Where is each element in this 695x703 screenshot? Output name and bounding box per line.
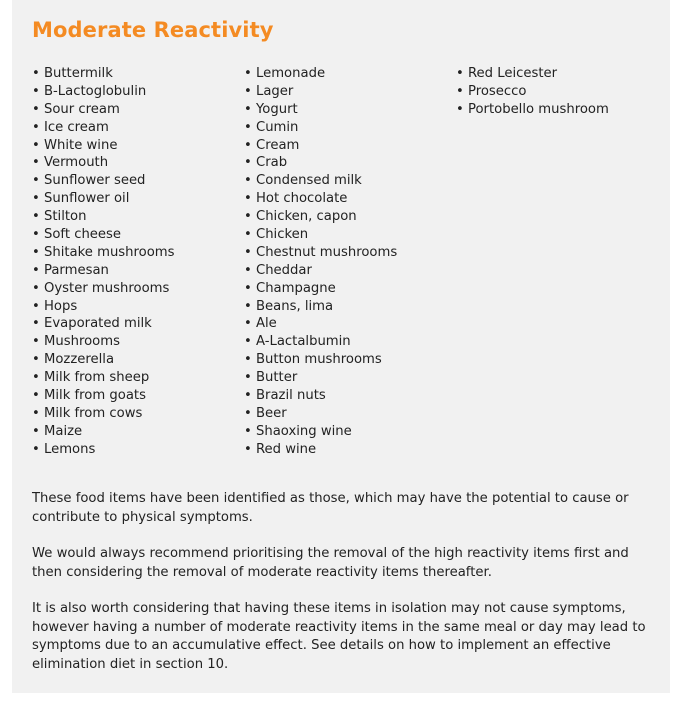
- food-list-item: • Butter: [244, 369, 397, 387]
- food-list-item: • Champagne: [244, 280, 397, 298]
- food-list-item: • Condensed milk: [244, 172, 397, 190]
- accumulative-effect-paragraph: It is also worth considering that having these items in isolation may not cause symptoms, however having a number of moderate reactivity items in the same meal or day may lead to symptoms due to an accumulative effect. See details on how to implement an effective elimination diet in section 10.: [32, 601, 646, 672]
- food-list-item: • Oyster mushrooms: [32, 280, 175, 298]
- food-list-item: • Lemons: [32, 441, 175, 459]
- food-list-item: • Chicken, capon: [244, 208, 397, 226]
- food-list-item: • B-Lactoglobulin: [32, 83, 175, 101]
- food-list-item: • Parmesan: [32, 262, 175, 280]
- food-list-item: • Vermouth: [32, 154, 175, 172]
- food-list-item: • Hops: [32, 298, 175, 316]
- food-list-column-2: [244, 65, 397, 459]
- food-list-item: • Lager: [244, 83, 397, 101]
- recommendation-paragraph: We would always recommend prioritising the removal of the high reactivity items first and then considering the removal of moderate reactivity items thereafter.: [32, 546, 629, 580]
- food-list-item: • Crab: [244, 154, 397, 172]
- food-list-item: • Beer: [244, 405, 397, 423]
- food-list-item: • Sunflower seed: [32, 172, 175, 190]
- food-list-item: • Chicken: [244, 226, 397, 244]
- food-list-item: • Button mushrooms: [244, 351, 397, 369]
- food-list-item: • Mushrooms: [32, 333, 175, 351]
- food-list-item: • Lemonade: [244, 65, 397, 83]
- moderate-reactivity-panel: [12, 0, 670, 693]
- food-list-item: • Stilton: [32, 208, 175, 226]
- food-list-item: • Milk from goats: [32, 387, 175, 405]
- food-list-item: • Cumin: [244, 119, 397, 137]
- food-list-column-3: [456, 65, 609, 119]
- food-list-item: • Mozzerella: [32, 351, 175, 369]
- food-list-item: • Hot chocolate: [244, 190, 397, 208]
- food-list-item: • Red Leicester: [456, 65, 609, 83]
- food-list-item: • A-Lactalbumin: [244, 333, 397, 351]
- food-list-item: • Portobello mushroom: [456, 101, 609, 119]
- food-list-item: • Milk from cows: [32, 405, 175, 423]
- food-list-item: • Shitake mushrooms: [32, 244, 175, 262]
- food-list-item: • Cream: [244, 137, 397, 155]
- food-list-item: • Sour cream: [32, 101, 175, 119]
- food-list-item: • Buttermilk: [32, 65, 175, 83]
- food-list-item: • Sunflower oil: [32, 190, 175, 208]
- food-list-item: • Ice cream: [32, 119, 175, 137]
- food-list-item: • Chestnut mushrooms: [244, 244, 397, 262]
- food-list-item: • Prosecco: [456, 83, 609, 101]
- food-list-item: • Shaoxing wine: [244, 423, 397, 441]
- food-list-item: • Milk from sheep: [32, 369, 175, 387]
- food-list-column-1: [32, 65, 175, 459]
- food-list-item: • White wine: [32, 137, 175, 155]
- food-list-item: • Beans, lima: [244, 298, 397, 316]
- section-title: Moderate Reactivity: [32, 18, 274, 42]
- food-list-item: • Yogurt: [244, 101, 397, 119]
- food-list-item: • Ale: [244, 315, 397, 333]
- food-list-item: • Soft cheese: [32, 226, 175, 244]
- intro-paragraph: These food items have been identified as those, which may have the potential to cause or contribute to physical symptoms.: [32, 491, 629, 525]
- food-list-item: • Red wine: [244, 441, 397, 459]
- food-list-item: • Cheddar: [244, 262, 397, 280]
- food-list-item: • Evaporated milk: [32, 315, 175, 333]
- food-list-item: • Brazil nuts: [244, 387, 397, 405]
- food-list-item: • Maize: [32, 423, 175, 441]
